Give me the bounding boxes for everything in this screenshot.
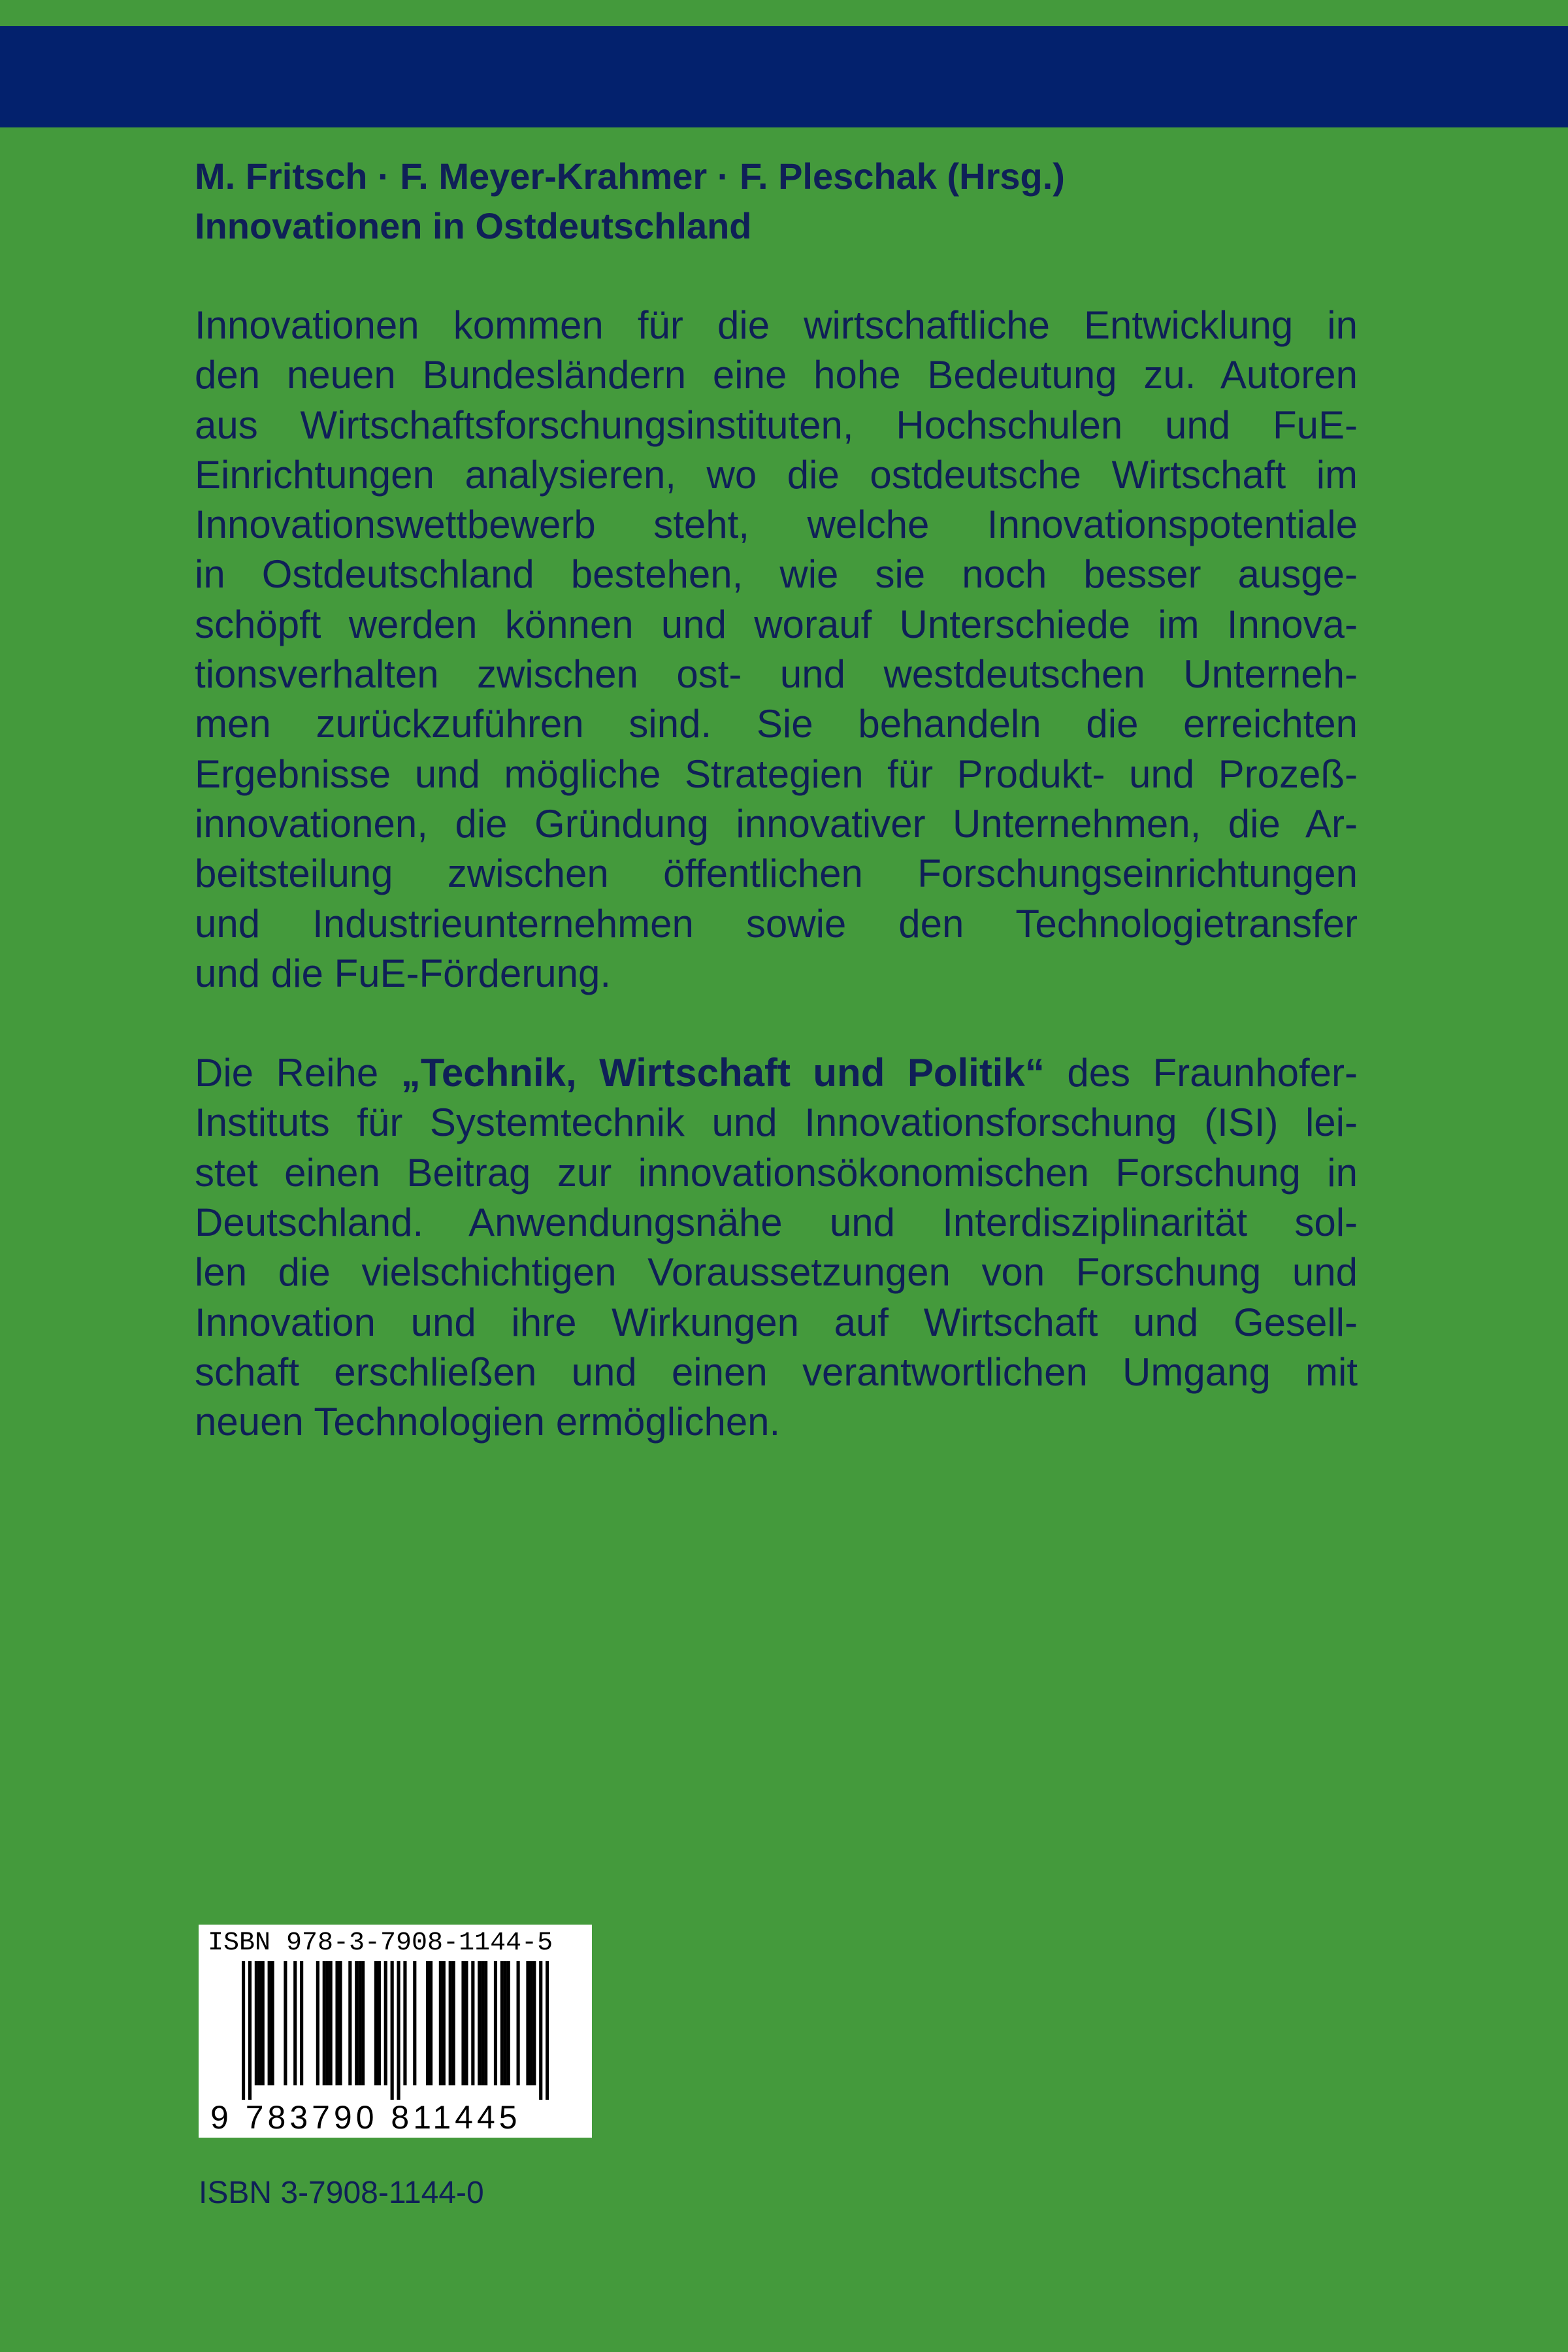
barcode-bar (248, 1961, 252, 2100)
barcode-bar (442, 1961, 446, 2085)
barcode-bar (461, 1961, 465, 2085)
barcode-bar (261, 1961, 265, 2085)
series-line: Instituts für Systemtechnik und Innovationsforschung (ISI) lei- (195, 1101, 1358, 1145)
description-line: in Ostdeutschland bestehen, wie sie noch besser ausge- (195, 552, 1358, 597)
barcode-bar (546, 1961, 549, 2100)
barcode-bar (338, 1961, 342, 2085)
isbn10-text: ISBN 3-7908-1144-0 (199, 2176, 484, 2210)
barcode-bar (532, 1961, 536, 2085)
barcode-bar (471, 1961, 474, 2085)
top-color-bar (0, 26, 1568, 127)
description-line: aus Wirtschaftsforschungsinstituten, Hochschulen und FuE- (195, 403, 1358, 447)
barcode-bar (517, 1961, 520, 2085)
barcode-bar (449, 1961, 452, 2085)
barcode-bar (329, 1961, 333, 2085)
barcode-bar (316, 1961, 319, 2085)
barcode-bar (426, 1961, 429, 2085)
barcode-bar (284, 1961, 287, 2085)
description-line: schöpft werden können und worauf Unterschiede im Innova- (195, 602, 1358, 646)
barcode-bar (439, 1961, 442, 2085)
series-first-line-rest: des Fraunhofer- (1044, 1051, 1358, 1095)
authors: M. Fritsch · F. Meyer-Krahmer · F. Pleschak (Hrsg.) (195, 156, 1065, 197)
description-line: men zurückzuführen sind. Sie behandeln die erreichten (195, 702, 1358, 746)
barcode-bar (539, 1961, 542, 2100)
barcode-bar (335, 1961, 338, 2085)
barcode-isbn13-label: ISBN 978-3-7908-1144-5 (208, 1929, 553, 1958)
barcode-bar (268, 1961, 271, 2085)
barcode-bar (465, 1961, 468, 2085)
description-line: Ergebnisse und mögliche Strategien für Produkt- und Prozeß- (195, 752, 1358, 796)
description-paragraph (195, 301, 1358, 999)
barcode-bar (452, 1961, 455, 2085)
barcode-bar (378, 1961, 381, 2085)
barcode-bar (293, 1961, 297, 2085)
barcode-bar (255, 1961, 258, 2085)
series-name: „Technik, Wirtschaft und Politik“ (400, 1051, 1045, 1095)
series-line: schaft erschließen und einen verantwortlichen Umgang mit (195, 1350, 1358, 1394)
barcode-bar (494, 1961, 497, 2085)
barcode-bar (507, 1961, 510, 2085)
description-line: und die FuE-Förderung. (195, 951, 612, 995)
barcode-bar (504, 1961, 507, 2085)
series-paragraph (195, 1048, 1358, 1447)
barcode-bar (526, 1961, 529, 2085)
barcode-bars (242, 1961, 549, 2100)
series-line: neuen Technologien ermöglichen. (195, 1400, 781, 1444)
barcode-bar (481, 1961, 484, 2085)
description-line: und Industrieunternehmen sowie den Technologietransfer (195, 901, 1358, 946)
barcode-bar (258, 1961, 261, 2085)
back-cover-content (195, 152, 1358, 1448)
barcode-bar (242, 1961, 245, 2100)
barcode-bar (323, 1961, 326, 2085)
series-line: Innovation und ihre Wirkungen auf Wirtschaft und Gesell- (195, 1300, 1358, 1344)
book-title: Innovationen in Ostdeutschland (195, 205, 752, 246)
series-line (195, 1048, 1358, 1098)
barcode-bar (384, 1961, 387, 2085)
series-line: Deutschland. Anwendungsnähe und Interdisziplinarität sol- (195, 1201, 1358, 1245)
barcode-bar (355, 1961, 358, 2085)
description-line: den neuen Bundesländern eine hohe Bedeutung zu. Autoren (195, 353, 1358, 397)
series-line: len die vielschichtigen Voraussetzungen von Forschung und (195, 1250, 1358, 1295)
barcode-bar (326, 1961, 329, 2085)
barcode-bar (500, 1961, 504, 2085)
description-line: Innovationen kommen für die wirtschaftliche Entwicklung in (195, 303, 1358, 347)
isbn-barcode (199, 1925, 592, 2138)
series-intro: Die Reihe (195, 1051, 401, 1095)
barcode-bar (358, 1961, 361, 2085)
series-line: stet einen Beitrag zur innovationsökonomischen Forschung in (195, 1150, 1358, 1195)
barcode-bar (484, 1961, 487, 2085)
description-line: Einrichtungen analysieren, wo die ostdeutsche Wirtschaft im (195, 452, 1358, 497)
barcode-bar (429, 1961, 433, 2085)
barcode-bar (529, 1961, 532, 2085)
description-line: innovationen, die Gründung innovativer Unternehmen, die Ar- (195, 801, 1358, 846)
barcode-bar (403, 1961, 406, 2085)
barcode-bar (361, 1961, 365, 2085)
barcode-digits: 9 783790 811445 (210, 2099, 521, 2136)
barcode-bar (391, 1961, 394, 2100)
barcode-bar (397, 1961, 400, 2100)
barcode-bar (271, 1961, 274, 2085)
barcode-bar (478, 1961, 481, 2085)
barcode-bar (374, 1961, 378, 2085)
description-line: beitsteilung zwischen öffentlichen Forschungseinrichtungen (195, 852, 1358, 896)
barcode-bar (348, 1961, 351, 2085)
description-line: Innovationswettbewerb steht, welche Innovationspotentiale (195, 503, 1358, 547)
barcode-bar (413, 1961, 416, 2085)
description-line: tionsverhalten zwischen ost- und westdeutschen Unterneh- (195, 652, 1358, 697)
barcode-bar (300, 1961, 303, 2085)
